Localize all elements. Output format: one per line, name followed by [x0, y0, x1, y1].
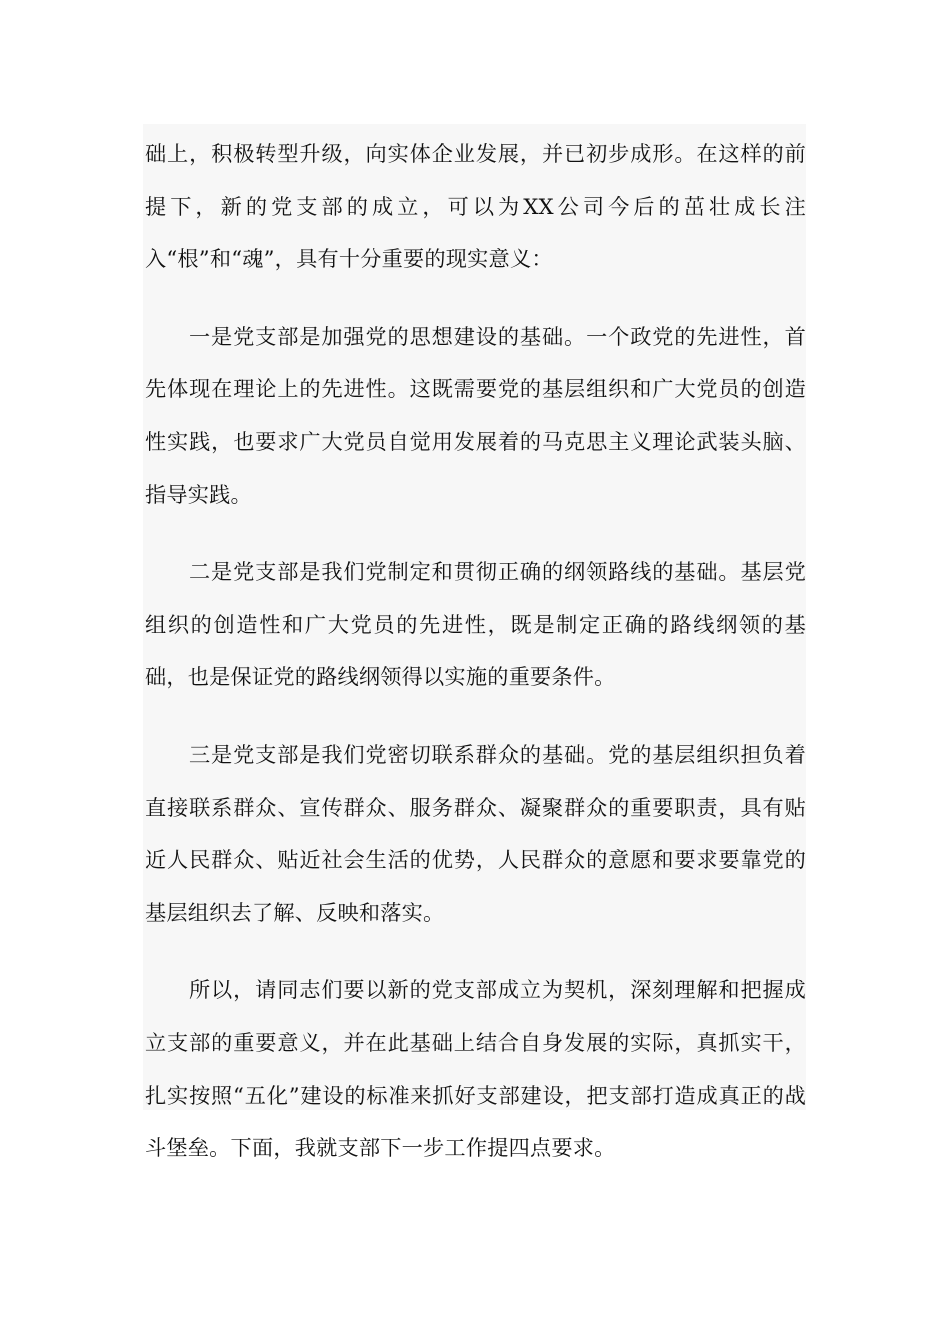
document-text-block — [143, 124, 806, 1161]
paragraph-point-three: 三是党支部是我们党密切联系群众的基础。党的基层组织担负着直接联系群众、宣传群众、服务群众、凝聚群众的重要职责，具有贴近人民群众、贴近社会生活的优势，人民群众的意愿和要求要靠党的基层组织去了解、反映和落实。 — [145, 741, 806, 925]
paragraph-point-two: 二是党支部是我们党制定和贯彻正确的纲领路线的基础。基层党组织的创造性和广大党员的先进性，既是制定正确的路线纲领的基础，也是保证党的路线纲领得以实施的重要条件。 — [145, 559, 806, 690]
paragraph-conclusion: 所以，请同志们要以新的党支部成立为契机，深刻理解和把握成立支部的重要意义，并在此基础上结合自身发展的实际，真抓实干，扎实按照“五化”建设的标准来抓好支部建设，把支部打造成真正的战斗堡垒。下面，我就支部下一步工作提四点要求。 — [145, 977, 806, 1161]
paragraph-point-one: 一是党支部是加强党的思想建设的基础。一个政党的先进性，首先体现在理论上的先进性。这既需要党的基层组织和广大党员的创造性实践，也要求广大党员自觉用发展着的马克思主义理论武装头脑、指导实践。 — [145, 323, 806, 507]
paragraph-continuation: 础上，积极转型升级，向实体企业发展，并已初步成形。在这样的前提下，新的党支部的成立，可以为XX公司今后的茁壮成长注入“根”和“魂”，具有十分重要的现实意义： — [145, 141, 806, 272]
